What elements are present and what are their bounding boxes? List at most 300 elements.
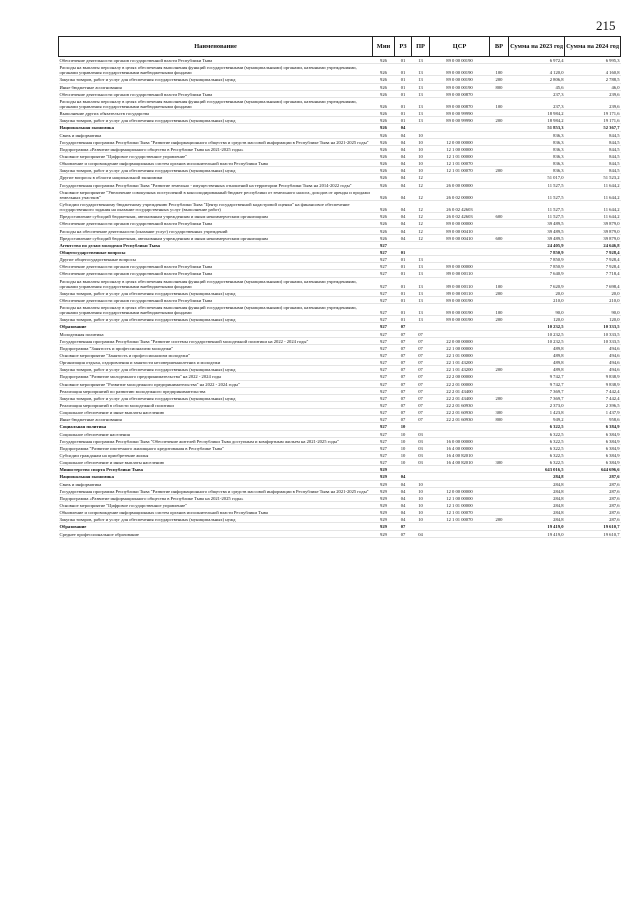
cell-rz: 10 bbox=[400, 431, 406, 437]
cell-pr: 10 bbox=[418, 168, 423, 174]
cell-sum-2023: 284,8 bbox=[553, 481, 564, 487]
table-row bbox=[59, 90, 621, 97]
cell-sum-2024: 6 384,9 bbox=[605, 460, 620, 466]
cell-sum-2023: 9 742,7 bbox=[549, 374, 564, 380]
cell-name: Расходы на выплаты персоналу в целях обеспечения выполнения функций государственными (муниципальными) органами, казенными учреждениями, органами управления государственными внебюджетными фондами bbox=[59, 98, 357, 109]
cell-sum-2024: 52 367,7 bbox=[603, 125, 620, 131]
cell-rz: 04 bbox=[400, 161, 406, 167]
table-row bbox=[59, 188, 621, 200]
cell-vr bbox=[490, 323, 509, 330]
cell-csr: 22 2 01 60930 bbox=[446, 403, 473, 409]
cell-rz: 01 bbox=[400, 317, 406, 323]
cell-rz: 04 bbox=[400, 488, 406, 494]
cell-name: Другие общегосударственные вопросы bbox=[59, 257, 136, 263]
cell-vr: 200 bbox=[495, 367, 503, 373]
table-row bbox=[59, 480, 621, 487]
cell-rz: 01 bbox=[400, 91, 406, 97]
cell-csr: 12 1 01 00070 bbox=[446, 161, 473, 167]
cell-min: 927 bbox=[380, 283, 387, 289]
cell-min: 926 bbox=[380, 139, 387, 145]
cell-sum-2024: 39 879,0 bbox=[603, 221, 620, 227]
cell-csr bbox=[430, 430, 490, 437]
cell-pr: 10 bbox=[418, 161, 423, 167]
cell-sum-2024: 844,5 bbox=[609, 153, 620, 159]
table-row bbox=[59, 359, 621, 366]
cell-min: 926 bbox=[380, 77, 387, 83]
cell-sum-2024: 24 646,8 bbox=[603, 242, 620, 248]
cell-min: 927 bbox=[380, 310, 387, 316]
cell-rz: 04 bbox=[400, 221, 406, 227]
cell-csr bbox=[430, 248, 490, 255]
cell-name: Обеспечение деятельности органов государственной власти Республики Тыва bbox=[59, 297, 213, 303]
cell-name: Государственная программа Республики Тыва "Развитие информационного общества и средств массовой информации в Республике Тыва на 2021-2025 годы" bbox=[59, 488, 369, 494]
cell-min: 927 bbox=[380, 324, 387, 330]
cell-csr: 12 0 00 00000 bbox=[446, 488, 473, 494]
cell-rz: 04 bbox=[400, 194, 406, 200]
cell-min: 929 bbox=[380, 495, 387, 501]
cell-sum-2023: 11 527,5 bbox=[547, 194, 564, 200]
cell-rz: 01 bbox=[400, 84, 406, 90]
cell-vr bbox=[490, 138, 509, 145]
cell-sum-2023: 643 016,5 bbox=[545, 467, 564, 473]
cell-vr bbox=[490, 437, 509, 444]
cell-csr: 22 1 01 43200 bbox=[446, 360, 473, 366]
cell-name: Основное мероприятие "Цифровое государственное управление" bbox=[59, 153, 188, 159]
cell-csr: 26 0 00 00000 bbox=[446, 182, 473, 188]
page-number: 215 bbox=[596, 18, 616, 33]
cell-rz: 10 bbox=[400, 460, 406, 466]
cell-csr: 89 0 00 00190 bbox=[446, 310, 473, 316]
table-row bbox=[59, 110, 621, 117]
cell-vr: 200 bbox=[495, 317, 503, 323]
cell-rz: 07 bbox=[400, 410, 406, 416]
cell-pr: 13 bbox=[418, 257, 423, 263]
cell-sum-2024: 287,6 bbox=[609, 503, 620, 508]
cell-min: 926 bbox=[380, 111, 387, 117]
cell-name: Национальная экономика bbox=[59, 474, 114, 480]
cell-sum-2024: 7 442,4 bbox=[605, 388, 620, 394]
cell-sum-2023: 284,8 bbox=[553, 503, 564, 508]
cell-vr: 100 bbox=[495, 283, 503, 289]
cell-csr: 22 2 01 43400 bbox=[446, 388, 473, 394]
cell-sum-2023: 210,0 bbox=[553, 297, 564, 303]
cell-min: 926 bbox=[380, 168, 387, 174]
cell-name: Обеспечение деятельности органов государственной власти Республики Тыва bbox=[59, 91, 213, 97]
cell-rz: 04 bbox=[400, 517, 406, 523]
cell-sum-2023: 7 640,9 bbox=[549, 271, 564, 277]
cell-min: 927 bbox=[380, 417, 387, 423]
cell-min: 926 bbox=[380, 132, 387, 138]
cell-min: 926 bbox=[380, 161, 387, 167]
cell-rz: 07 bbox=[400, 374, 406, 380]
cell-csr bbox=[430, 523, 490, 530]
table-row bbox=[59, 241, 621, 248]
cell-sum-2024: 9 838,9 bbox=[605, 381, 620, 387]
cell-pr: 07 bbox=[418, 395, 423, 401]
cell-sum-2023: 237,3 bbox=[553, 91, 564, 97]
cell-name: Закупка товаров, работ и услуг для обеспечения государственных (муниципальных) нужд bbox=[59, 290, 236, 296]
cell-min: 927 bbox=[380, 264, 387, 270]
table-row bbox=[59, 344, 621, 351]
cell-csr: 89 0 00 00190 bbox=[446, 70, 473, 76]
cell-min: 929 bbox=[380, 474, 387, 480]
cell-csr bbox=[430, 256, 490, 263]
table-row bbox=[59, 117, 621, 124]
header-sum-2023: Сумма на 2023 год bbox=[509, 37, 565, 57]
cell-rz bbox=[395, 466, 412, 473]
cell-min: 927 bbox=[380, 360, 387, 366]
cell-pr bbox=[412, 241, 430, 248]
cell-sum-2024: 10 333,5 bbox=[603, 338, 620, 344]
cell-min: 927 bbox=[380, 297, 387, 303]
cell-csr: 16 4 00 82010 bbox=[446, 453, 473, 459]
cell-rz: 07 bbox=[400, 360, 406, 366]
cell-name: Основное мероприятие "Цифровое государственное управление" bbox=[59, 503, 188, 508]
cell-name: Закупка товаров, работ и услуг для обеспечения государственных (муниципальных) нужд bbox=[59, 367, 236, 373]
cell-sum-2024: 6 384,9 bbox=[605, 424, 620, 430]
header-name: Наименование bbox=[59, 37, 373, 57]
cell-pr: 10 bbox=[418, 488, 423, 494]
cell-pr: 13 bbox=[418, 264, 423, 270]
cell-sum-2023: 2 806,8 bbox=[549, 77, 564, 83]
cell-csr: 16 4 00 00000 bbox=[446, 445, 473, 451]
cell-sum-2024: 287,6 bbox=[609, 488, 620, 494]
cell-pr: 13 bbox=[418, 118, 423, 124]
cell-rz: 01 bbox=[400, 310, 406, 316]
cell-sum-2023: 10 232,5 bbox=[547, 331, 564, 337]
cell-vr bbox=[490, 430, 509, 437]
cell-sum-2024: 6 995,3 bbox=[605, 58, 620, 63]
cell-sum-2023: 51 017,0 bbox=[547, 175, 564, 181]
header-min: Мин bbox=[373, 37, 395, 57]
cell-csr: 89 0 00 00410 bbox=[446, 235, 473, 241]
cell-csr: 22 1 00 00000 bbox=[446, 345, 473, 351]
cell-pr bbox=[412, 248, 430, 255]
cell-name: Основное мероприятие "Занятость и профессионализм молодежи" bbox=[59, 353, 190, 359]
cell-name: Организация отдыха, оздоровления и занятости несовершеннолетних и молодежи bbox=[59, 360, 221, 366]
header-csr: ЦСР bbox=[430, 37, 490, 57]
cell-csr: 12 1 01 00000 bbox=[446, 153, 473, 159]
cell-pr: 12 bbox=[418, 194, 423, 200]
table-row bbox=[59, 437, 621, 444]
cell-sum-2024: 287,6 bbox=[609, 510, 620, 516]
cell-sum-2023: 4 120,0 bbox=[549, 70, 564, 76]
cell-name: Связь и информатика bbox=[59, 132, 102, 138]
cell-rz: 04 bbox=[400, 474, 406, 480]
cell-rz: 10 bbox=[400, 453, 406, 459]
cell-min: 927 bbox=[380, 403, 387, 409]
cell-sum-2023: 1 423,8 bbox=[549, 410, 564, 416]
cell-sum-2023: 836,3 bbox=[553, 168, 564, 174]
cell-min: 926 bbox=[380, 175, 387, 181]
cell-rz: 01 bbox=[400, 257, 406, 263]
cell-sum-2023: 11 527,5 bbox=[547, 207, 564, 213]
cell-csr bbox=[430, 466, 490, 473]
cell-name: Иные бюджетные ассигнования bbox=[59, 84, 122, 90]
cell-sum-2024: 39 879,0 bbox=[603, 228, 620, 234]
cell-rz: 10 bbox=[400, 424, 406, 430]
cell-pr: 12 bbox=[418, 228, 423, 234]
cell-rz: 01 bbox=[400, 297, 406, 303]
header-sum-2024: Сумма на 2024 год bbox=[565, 37, 621, 57]
table-row bbox=[59, 444, 621, 451]
cell-pr: 07 bbox=[418, 381, 423, 387]
cell-sum-2024: 844,5 bbox=[609, 139, 620, 145]
cell-vr bbox=[490, 330, 509, 337]
cell-sum-2023: 836,3 bbox=[553, 161, 564, 167]
cell-csr: 89 0 00 99990 bbox=[446, 118, 473, 124]
table-row bbox=[59, 160, 621, 167]
cell-csr: 26 0 02 42603 bbox=[446, 207, 473, 213]
cell-rz: 07 bbox=[400, 338, 406, 344]
cell-pr: 12 bbox=[418, 235, 423, 241]
cell-name: Закупка товаров, работ и услуг для обеспечения государственных (муниципальных) нужд bbox=[59, 395, 236, 401]
cell-sum-2023: 7 369,7 bbox=[549, 395, 564, 401]
cell-name: Подпрограмма "Занятость и профессионализм молодежи" bbox=[59, 345, 174, 351]
cell-min: 927 bbox=[380, 249, 387, 255]
cell-rz: 04 bbox=[400, 228, 406, 234]
table-row bbox=[59, 304, 621, 316]
cell-pr: 13 bbox=[418, 103, 423, 109]
cell-name: Подпрограмма "Развитие молодежного предпринимательства" на 2022 - 2024 годы bbox=[59, 374, 222, 380]
cell-min: 927 bbox=[380, 331, 387, 337]
cell-pr: 10 bbox=[418, 139, 423, 145]
cell-sum-2024: 10 333,5 bbox=[603, 331, 620, 337]
cell-sum-2024: 4 160,8 bbox=[605, 70, 620, 76]
cell-name: Субсидии гражданам на приобретение жилья bbox=[59, 453, 149, 459]
cell-pr: 10 bbox=[418, 503, 423, 508]
cell-rz: 04 bbox=[400, 495, 406, 501]
cell-rz: 01 bbox=[400, 283, 406, 289]
cell-sum-2024: 494,6 bbox=[609, 360, 620, 366]
cell-csr: 89 0 00 00190 bbox=[446, 317, 473, 323]
cell-name: Социальное обеспечение и иные выплаты населению bbox=[59, 410, 165, 416]
cell-min: 926 bbox=[380, 70, 387, 76]
cell-min: 929 bbox=[380, 467, 387, 473]
table-row bbox=[59, 181, 621, 188]
cell-min: 927 bbox=[380, 367, 387, 373]
table-row bbox=[59, 352, 621, 359]
cell-name: Социальное обеспечение населения bbox=[59, 431, 130, 437]
cell-vr bbox=[490, 181, 509, 188]
cell-min: 927 bbox=[380, 410, 387, 416]
cell-sum-2024: 1 437,9 bbox=[605, 410, 620, 416]
cell-sum-2023: 489,8 bbox=[553, 360, 564, 366]
cell-vr bbox=[490, 256, 509, 263]
table-row bbox=[59, 373, 621, 380]
cell-csr bbox=[430, 473, 490, 480]
cell-pr: 03 bbox=[418, 431, 423, 437]
cell-pr: 10 bbox=[418, 146, 423, 152]
cell-pr bbox=[412, 423, 430, 430]
header-vr: ВР bbox=[490, 37, 509, 57]
cell-min: 926 bbox=[380, 91, 387, 97]
cell-sum-2023: 836,3 bbox=[553, 146, 564, 152]
cell-pr: 12 bbox=[418, 221, 423, 227]
cell-pr: 12 bbox=[418, 175, 423, 181]
cell-sum-2024: 494,6 bbox=[609, 353, 620, 359]
cell-vr bbox=[490, 494, 509, 501]
table-row bbox=[59, 430, 621, 437]
cell-sum-2024: 10 333,5 bbox=[603, 324, 620, 330]
table-row bbox=[59, 200, 621, 212]
cell-rz: 07 bbox=[400, 388, 406, 394]
cell-sum-2024: 844,5 bbox=[609, 132, 620, 138]
cell-sum-2024: 210,0 bbox=[609, 297, 620, 303]
cell-sum-2024: 287,6 bbox=[609, 481, 620, 487]
cell-sum-2024: 6 384,9 bbox=[605, 453, 620, 459]
cell-name: Связь и информатика bbox=[59, 481, 102, 487]
cell-vr: 200 bbox=[495, 395, 503, 401]
table-row bbox=[59, 502, 621, 509]
cell-name: Обновление и сопровождение информационных систем органов исполнительной власти Республики Тыва bbox=[59, 161, 268, 167]
table-row bbox=[59, 174, 621, 181]
cell-min: 927 bbox=[380, 395, 387, 401]
cell-csr: 22 2 01 60930 bbox=[446, 417, 473, 423]
table-row bbox=[59, 263, 621, 270]
cell-pr: 10 bbox=[418, 481, 423, 487]
cell-pr: 10 bbox=[418, 495, 423, 501]
cell-sum-2023: 11 527,5 bbox=[547, 214, 564, 220]
cell-sum-2024: 90,0 bbox=[611, 310, 620, 316]
cell-min: 927 bbox=[380, 453, 387, 459]
table-row bbox=[59, 509, 621, 516]
cell-sum-2024: 287,6 bbox=[609, 517, 620, 523]
cell-min: 927 bbox=[380, 374, 387, 380]
cell-vr bbox=[490, 344, 509, 351]
cell-pr bbox=[412, 473, 430, 480]
cell-csr: 22 2 01 43400 bbox=[446, 395, 473, 401]
cell-pr: 13 bbox=[418, 58, 423, 63]
cell-sum-2024: 11 644,2 bbox=[603, 214, 620, 220]
cell-sum-2023: 284,8 bbox=[553, 495, 564, 501]
cell-csr bbox=[430, 530, 490, 537]
table-row bbox=[59, 323, 621, 330]
cell-name: Социальное обеспечение и иные выплаты населению bbox=[59, 460, 165, 466]
cell-sum-2024: 9 838,9 bbox=[605, 374, 620, 380]
cell-name: Закупка товаров, работ и услуг для обеспечения государственных (муниципальных) нужд bbox=[59, 118, 236, 124]
cell-vr bbox=[490, 387, 509, 394]
cell-csr: 89 0 00 00190 bbox=[446, 297, 473, 303]
cell-sum-2023: 90,0 bbox=[555, 310, 564, 316]
cell-vr: 300 bbox=[495, 460, 503, 466]
cell-sum-2023: 24 405,9 bbox=[547, 242, 564, 248]
cell-pr: 10 bbox=[418, 510, 423, 516]
table-row bbox=[59, 487, 621, 494]
cell-sum-2023: 284,8 bbox=[553, 488, 564, 494]
table-row bbox=[59, 402, 621, 409]
table-row bbox=[59, 466, 621, 473]
table-row bbox=[59, 64, 621, 76]
cell-min: 927 bbox=[380, 460, 387, 466]
table-row bbox=[59, 124, 621, 131]
cell-rz: 07 bbox=[400, 331, 406, 337]
table-row bbox=[59, 256, 621, 263]
cell-min: 926 bbox=[380, 235, 387, 241]
cell-sum-2023: 489,8 bbox=[553, 367, 564, 373]
cell-vr bbox=[490, 523, 509, 530]
budget-table bbox=[58, 36, 621, 538]
table-row bbox=[59, 131, 621, 138]
cell-name: Предоставление субсидий бюджетным, автономным учреждениям и иным некоммерческим организациям bbox=[59, 214, 268, 220]
cell-rz: 10 bbox=[400, 438, 406, 444]
cell-vr bbox=[490, 57, 509, 64]
table-row bbox=[59, 387, 621, 394]
cell-sum-2023: 836,3 bbox=[553, 139, 564, 145]
cell-name: Закупка товаров, работ и услуг для обеспечения государственных (муниципальных) нужд bbox=[59, 168, 236, 174]
table-row bbox=[59, 380, 621, 387]
cell-sum-2024: 46,0 bbox=[611, 84, 620, 90]
cell-pr: 03 bbox=[418, 445, 423, 451]
cell-min: 927 bbox=[380, 445, 387, 451]
table-row bbox=[59, 494, 621, 501]
cell-csr: 89 0 00 00000 bbox=[446, 221, 473, 227]
cell-pr: 13 bbox=[418, 283, 423, 289]
cell-sum-2023: 6 972,4 bbox=[549, 58, 564, 63]
cell-min: 926 bbox=[380, 214, 387, 220]
cell-vr bbox=[490, 263, 509, 270]
cell-csr bbox=[430, 423, 490, 430]
cell-sum-2024: 6 384,9 bbox=[605, 445, 620, 451]
cell-name: Расходы на выплаты персоналу в целях обеспечения выполнения функций государственными (муниципальными) органами, казенными учреждениями, органами управления государственными внебюджетными фондами bbox=[59, 65, 357, 76]
cell-sum-2023: 6 322,5 bbox=[549, 453, 564, 459]
cell-name: Подпрограмма «Развитие информационного общества в Республике Тыва на 2021-2025 годы» bbox=[59, 495, 244, 501]
cell-rz: 04 bbox=[400, 481, 406, 487]
cell-sum-2024: 7 718,4 bbox=[605, 271, 620, 277]
cell-pr: 07 bbox=[418, 374, 423, 380]
cell-pr: 13 bbox=[418, 290, 423, 296]
cell-rz: 04 bbox=[400, 510, 406, 516]
cell-min: 926 bbox=[380, 58, 387, 63]
table-header bbox=[59, 37, 621, 57]
cell-name: Национальная экономика bbox=[59, 125, 114, 131]
cell-sum-2023: 6 322,5 bbox=[549, 424, 564, 430]
cell-pr: 12 bbox=[418, 207, 423, 213]
cell-name: Основное мероприятие "Развитие молодежного предпринимательства" на 2022 - 2024 годы" bbox=[59, 381, 240, 387]
cell-csr: 22 1 01 43200 bbox=[446, 367, 473, 373]
cell-pr: 07 bbox=[418, 353, 423, 359]
cell-min: 927 bbox=[380, 388, 387, 394]
cell-name: Субсидии государственному бюджетному учреждению Республики Тыва "Центр государственной кадастровой оценки" на финансовое обеспечение государственного задания на оказание государственных услуг (выполнение работ) bbox=[59, 201, 350, 213]
cell-pr: 04 bbox=[418, 531, 423, 537]
cell-vr: 200 bbox=[495, 168, 503, 174]
cell-name: Государственная программа Республики Тыва "Обеспечение жителей Республики Тыва доступным и комфортным жильем на 2021-2025 годы" bbox=[59, 438, 339, 444]
cell-rz: 04 bbox=[400, 153, 406, 159]
cell-vr bbox=[490, 444, 509, 451]
cell-name: Расходы на выплаты персоналу в целях обеспечения выполнения функций государственными (муниципальными) органами, казенными учреждениями, органами управления государственными внебюджетными фондами bbox=[59, 305, 357, 316]
cell-name: Министерство спорта Республики Тыва bbox=[59, 467, 143, 473]
cell-rz: 01 bbox=[400, 118, 406, 124]
cell-min: 929 bbox=[380, 503, 387, 508]
cell-sum-2024: 19 610,7 bbox=[603, 531, 620, 537]
cell-csr: 22 2 01 00000 bbox=[446, 381, 473, 387]
cell-csr bbox=[430, 131, 490, 138]
cell-vr bbox=[490, 90, 509, 97]
cell-vr bbox=[490, 473, 509, 480]
cell-sum-2023: 7 369,7 bbox=[549, 388, 564, 394]
cell-min: 926 bbox=[380, 153, 387, 159]
cell-rz: 01 bbox=[400, 77, 406, 83]
cell-rz: 07 bbox=[400, 324, 406, 330]
cell-sum-2024: 287,6 bbox=[609, 474, 620, 480]
cell-name: Другие вопросы в области национальной экономики bbox=[59, 175, 163, 181]
cell-sum-2023: 39 489,5 bbox=[547, 228, 564, 234]
cell-min: 927 bbox=[380, 424, 387, 430]
cell-pr: 03 bbox=[418, 453, 423, 459]
cell-name: Агентство по делам молодежи Республики Тыва bbox=[59, 242, 160, 248]
table-row bbox=[59, 423, 621, 430]
cell-vr bbox=[490, 373, 509, 380]
